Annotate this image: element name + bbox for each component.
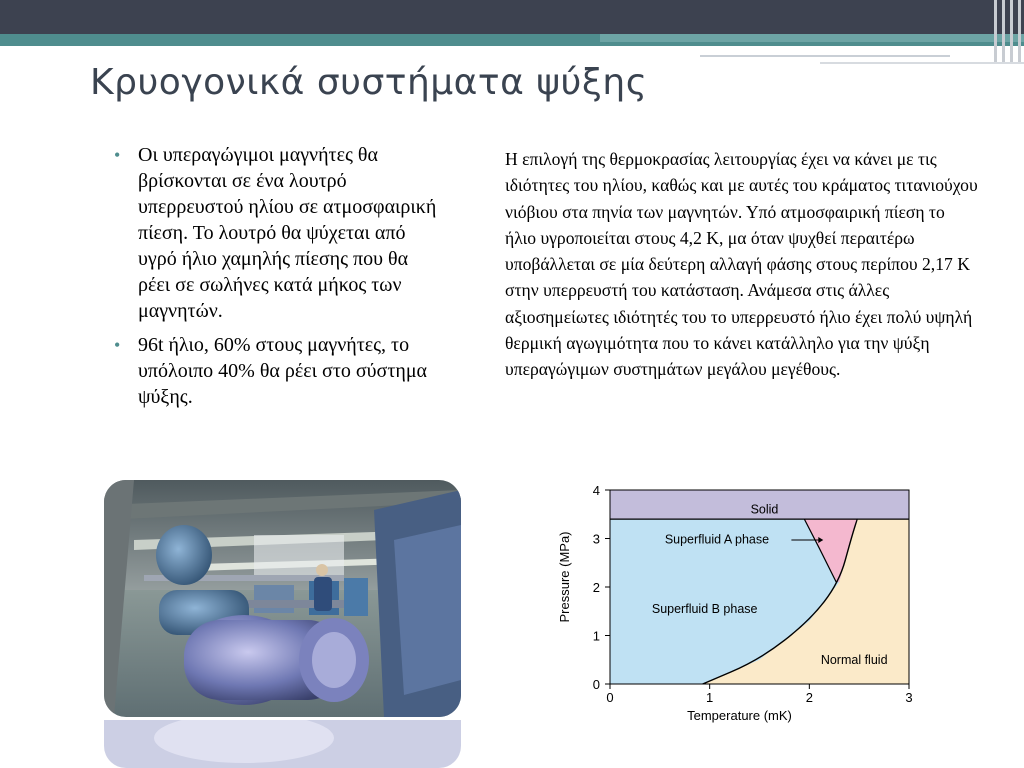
slide-title: Κρυογονικά συστήματα ψύξης [90, 62, 648, 103]
y-tick-label: 1 [592, 628, 600, 644]
bullet-icon: • [114, 335, 121, 355]
x-tick-label: 2 [805, 690, 813, 705]
header-stripes [990, 0, 1024, 62]
header-band-dark [0, 0, 1024, 34]
phase-diagram-chart [545, 475, 925, 725]
photo-reflection [104, 720, 461, 768]
description-paragraph: Η επιλογή της θερμοκρασίας λειτουργίας έχει να κάνει με τις ιδιότητες του ηλίου, καθώς και με αυτές του κράματος τιτανιούχου νιόβιου στα πηνία των μαγνητών. Υπό ατμοσφαιρική πίεση το ήλιο υγροποιείται στους 4,2 K, μα όταν ψυχθεί περαιτέρω υποβάλλεται σε μία δεύτερη αλλαγή φάσης στους περίπου 2,17 K στην υπερρευστή του κατάσταση. Ανάμεσα στις άλλες αξιοσημείωτες ιδιότητές του το υπερρευστό ήλιο έχει πολύ υψηλή θερμική αγωγιμότητα που το κάνει κατάλληλο για την ψύξη υπεραγώγιμων συστημάτων μεγάλου μεγέθους. [505, 149, 978, 380]
header-band-teal-light [600, 34, 1024, 42]
y-tick-label: 2 [592, 580, 600, 595]
label-normal-fluid: Normal fluid [820, 652, 888, 667]
x-tick-label: 1 [706, 690, 714, 705]
bullet-item [108, 142, 438, 324]
label-solid: Solid [750, 502, 779, 517]
x-axis-label: Temperature (mK) [687, 708, 792, 723]
header-rule-2 [820, 62, 1024, 64]
x-tick-label: 3 [905, 690, 913, 705]
y-tick-label: 4 [592, 483, 600, 498]
y-tick-label: 3 [592, 531, 600, 547]
header-rule [700, 55, 950, 57]
bullet-text: Οι υπεραγώγιμοι μαγνήτες θα βρίσκονται σε ένα λουτρό υπερρευστού ηλίου σε ατμοσφαιρική πίεση. Το λουτρό θα ψύχεται από υγρό ήλιο χαμηλής πίεσης που θα ρέει σε σωλήνες κατά μήκος των μαγνητών. [138, 144, 437, 322]
y-tick-label: 0 [592, 677, 600, 692]
cryogenic-plant-photo [104, 480, 461, 717]
bullet-icon: • [114, 145, 121, 165]
y-axis-label: Pressure (MPa) [557, 531, 572, 623]
bullet-text: 96t ήλιο, 60% στους μαγνήτες, το υπόλοιπο 40% θα ρέει στο σύστημα ψύξης. [138, 334, 428, 408]
bullet-list [108, 142, 438, 418]
label-superfluid-a: Superfluid A phase [664, 532, 770, 547]
bullet-item [108, 332, 438, 410]
x-tick-label: 0 [606, 690, 614, 705]
label-superfluid-b: Superfluid B phase [651, 601, 758, 616]
